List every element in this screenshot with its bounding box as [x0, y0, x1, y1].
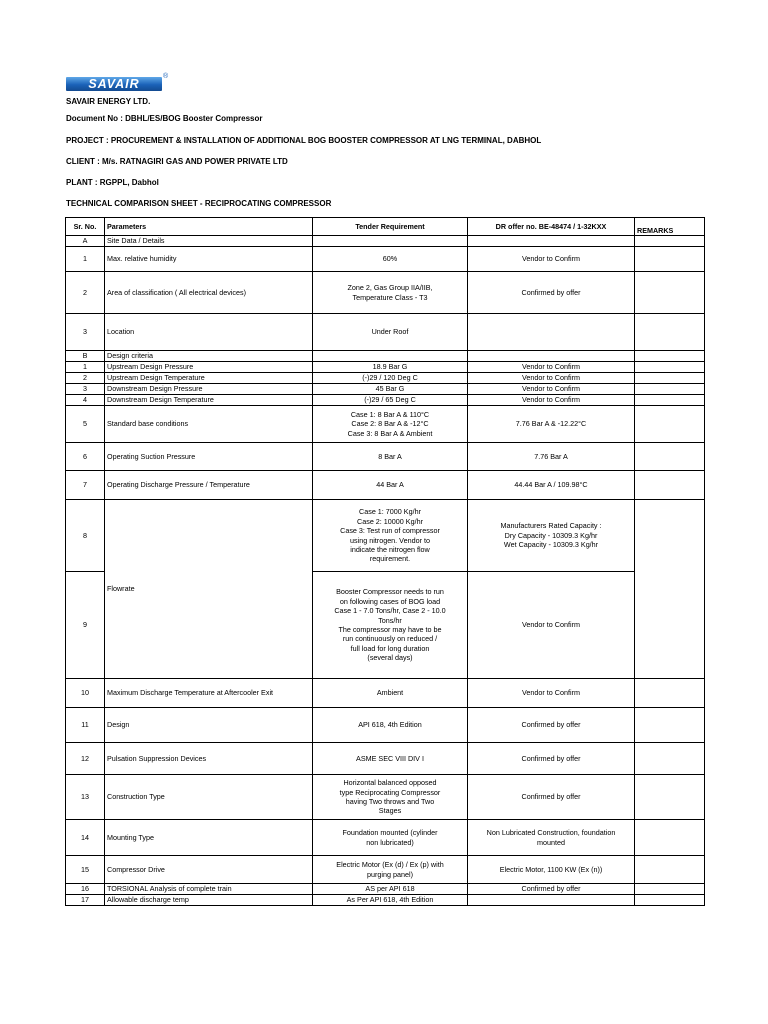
table-row [66, 895, 705, 906]
comparison-table [65, 217, 705, 906]
table-row [66, 743, 705, 775]
cell-parameter: Downstream Design Temperature [105, 395, 313, 406]
table-row [66, 384, 705, 395]
cell-tender: 8 Bar A [313, 443, 468, 471]
cell-remarks [635, 443, 705, 471]
table-row [66, 406, 705, 443]
cell-tender: As Per API 618, 4th Edition [313, 895, 468, 906]
cell-remarks [635, 247, 705, 272]
cell-offer [468, 351, 635, 362]
cell-parameter: Pulsation Suppression Devices [105, 743, 313, 775]
cell-tender: Horizontal balanced opposed type Reciprocating Compressor having Two throws and Two Stages [313, 775, 468, 820]
cell-sr: 1 [66, 362, 105, 373]
cell-parameter: Compressor Drive [105, 856, 313, 884]
cell-tender: API 618, 4th Edition [313, 708, 468, 743]
cell-sr: 11 [66, 708, 105, 743]
cell-parameter: Location [105, 314, 313, 351]
cell-tender: Zone 2, Gas Group IIA/IIB, Temperature Class - T3 [313, 272, 468, 314]
logo-wordmark: SAVAIR [66, 77, 162, 91]
cell-remarks [635, 679, 705, 708]
col-header-sr-no: Sr. No. [66, 218, 105, 236]
table-row [66, 500, 705, 572]
cell-remarks [635, 708, 705, 743]
table-row [66, 351, 705, 362]
cell-offer: Electric Motor, 1100 KW (Ex (n)) [468, 856, 635, 884]
cell-tender: Booster Compressor needs to run on following cases of BOG load Case 1 - 7.0 Tons/hr, Case 2 - 10.0 Tons/hr The compressor may have to be run continuously on reduced / full load for long duration (several days) [313, 572, 468, 679]
cell-tender: Case 1: 7000 Kg/hr Case 2: 10000 Kg/hr Case 3: Test run of compressor using nitrogen. Vendor to indicate the nitrogen flow requirement. [313, 500, 468, 572]
cell-offer: 7.76 Bar A [468, 443, 635, 471]
document-number: Document No : DBHL/ES/BOG Booster Compressor [66, 114, 263, 123]
col-header-offer: DR offer no. BE-48474 / 1-32KXX [468, 218, 635, 236]
cell-remarks [635, 384, 705, 395]
table-row [66, 314, 705, 351]
table-row [66, 443, 705, 471]
table-row [66, 708, 705, 743]
cell-offer: Vendor to Confirm [468, 395, 635, 406]
cell-remarks [635, 395, 705, 406]
cell-parameter: TORSIONAL Analysis of complete train [105, 884, 313, 895]
cell-remarks [635, 775, 705, 820]
cell-offer [468, 895, 635, 906]
cell-remarks [635, 500, 705, 679]
cell-remarks [635, 884, 705, 895]
cell-sr: 4 [66, 395, 105, 406]
cell-parameter: Upstream Design Temperature [105, 373, 313, 384]
cell-tender: 60% [313, 247, 468, 272]
cell-tender: Foundation mounted (cylinder non lubricated) [313, 820, 468, 856]
cell-sr: 2 [66, 272, 105, 314]
cell-tender: (-)29 / 120 Deg C [313, 373, 468, 384]
cell-sr: 1 [66, 247, 105, 272]
cell-sr: 7 [66, 471, 105, 500]
cell-sr: 6 [66, 443, 105, 471]
cell-sr: 12 [66, 743, 105, 775]
cell-sr: 5 [66, 406, 105, 443]
cell-offer: Confirmed by offer [468, 775, 635, 820]
table-row [66, 856, 705, 884]
sheet-title: TECHNICAL COMPARISON SHEET - RECIPROCATING COMPRESSOR [66, 199, 332, 208]
cell-offer: Vendor to Confirm [468, 362, 635, 373]
cell-parameter: Design criteria [105, 351, 313, 362]
cell-tender: (-)29 / 65 Deg C [313, 395, 468, 406]
cell-parameter: Flowrate [105, 500, 313, 679]
table-row [66, 820, 705, 856]
table-row [66, 395, 705, 406]
cell-tender: 18.9 Bar G [313, 362, 468, 373]
cell-tender: 44 Bar A [313, 471, 468, 500]
cell-parameter: Mounting Type [105, 820, 313, 856]
cell-sr: 15 [66, 856, 105, 884]
cell-sr: 8 [66, 500, 105, 572]
cell-remarks [635, 856, 705, 884]
company-name: SAVAIR ENERGY LTD. [66, 97, 151, 106]
cell-parameter: Area of classification ( All electrical devices) [105, 272, 313, 314]
cell-tender [313, 236, 468, 247]
cell-parameter: Design [105, 708, 313, 743]
cell-parameter: Operating Suction Pressure [105, 443, 313, 471]
cell-offer: Vendor to Confirm [468, 679, 635, 708]
table-row [66, 679, 705, 708]
cell-tender: ASME SEC VIII DIV I [313, 743, 468, 775]
cell-sr: 16 [66, 884, 105, 895]
cell-sr: A [66, 236, 105, 247]
cell-sr: 10 [66, 679, 105, 708]
cell-remarks [635, 362, 705, 373]
cell-parameter: Operating Discharge Pressure / Temperature [105, 471, 313, 500]
cell-remarks [635, 373, 705, 384]
plant-line: PLANT : RGPPL, Dabhol [66, 178, 159, 187]
client-line: CLIENT : M/s. RATNAGIRI GAS AND POWER PRIVATE LTD [66, 157, 288, 166]
cell-offer: Manufacturers Rated Capacity : Dry Capacity - 10309.3 Kg/hr Wet Capacity - 10309.3 Kg/hr [468, 500, 635, 572]
cell-offer: Vendor to Confirm [468, 384, 635, 395]
cell-offer: 44.44 Bar A / 109.98°C [468, 471, 635, 500]
cell-parameter: Maximum Discharge Temperature at Aftercooler Exit [105, 679, 313, 708]
cell-remarks [635, 236, 705, 247]
table-row [66, 247, 705, 272]
cell-tender: Electric Motor (Ex (d) / Ex (p) with purging panel) [313, 856, 468, 884]
cell-remarks [635, 351, 705, 362]
table-row [66, 471, 705, 500]
cell-offer: 7.76 Bar A & -12.22°C [468, 406, 635, 443]
cell-remarks [635, 314, 705, 351]
cell-tender [313, 351, 468, 362]
cell-tender: Case 1: 8 Bar A & 110°C Case 2: 8 Bar A & -12°C Case 3: 8 Bar A & Ambient [313, 406, 468, 443]
cell-parameter: Downstream Design Pressure [105, 384, 313, 395]
cell-parameter: Allowable discharge temp [105, 895, 313, 906]
cell-sr: 14 [66, 820, 105, 856]
project-line: PROJECT : PROCUREMENT & INSTALLATION OF ADDITIONAL BOG BOOSTER COMPRESSOR AT LNG TERMINAL, DABHOL [66, 136, 542, 145]
cell-remarks [635, 471, 705, 500]
table-row [66, 884, 705, 895]
cell-offer: Non Lubricated Construction, foundation mounted [468, 820, 635, 856]
table-row [66, 236, 705, 247]
cell-tender: Under Roof [313, 314, 468, 351]
cell-parameter: Upstream Design Pressure [105, 362, 313, 373]
cell-sr: 13 [66, 775, 105, 820]
cell-offer: Confirmed by offer [468, 708, 635, 743]
cell-sr: B [66, 351, 105, 362]
cell-sr: 2 [66, 373, 105, 384]
cell-offer [468, 314, 635, 351]
cell-offer: Confirmed by offer [468, 743, 635, 775]
cell-parameter: Site Data / Details [105, 236, 313, 247]
registered-mark: ® [163, 73, 169, 80]
table-header-row [66, 218, 705, 236]
cell-remarks [635, 272, 705, 314]
cell-offer: Vendor to Confirm [468, 572, 635, 679]
cell-parameter: Max. relative humidity [105, 247, 313, 272]
cell-parameter: Construction Type [105, 775, 313, 820]
cell-remarks [635, 820, 705, 856]
cell-sr: 3 [66, 384, 105, 395]
cell-tender: Ambient [313, 679, 468, 708]
cell-offer: Confirmed by offer [468, 884, 635, 895]
col-header-tender-requirement: Tender Requirement [313, 218, 468, 236]
col-header-remarks: REMARKS [635, 218, 705, 236]
cell-offer: Vendor to Confirm [468, 373, 635, 384]
cell-offer: Vendor to Confirm [468, 247, 635, 272]
table-row [66, 373, 705, 384]
cell-remarks [635, 895, 705, 906]
cell-offer: Confirmed by offer [468, 272, 635, 314]
cell-parameter: Standard base conditions [105, 406, 313, 443]
table-row [66, 362, 705, 373]
table-row [66, 775, 705, 820]
cell-tender: 45 Bar G [313, 384, 468, 395]
col-header-parameters: Parameters [105, 218, 313, 236]
cell-sr: 3 [66, 314, 105, 351]
cell-tender: AS per API 618 [313, 884, 468, 895]
cell-sr: 17 [66, 895, 105, 906]
savair-logo [66, 73, 170, 92]
cell-remarks [635, 743, 705, 775]
cell-remarks [635, 406, 705, 443]
cell-sr: 9 [66, 572, 105, 679]
table-row [66, 272, 705, 314]
cell-offer [468, 236, 635, 247]
